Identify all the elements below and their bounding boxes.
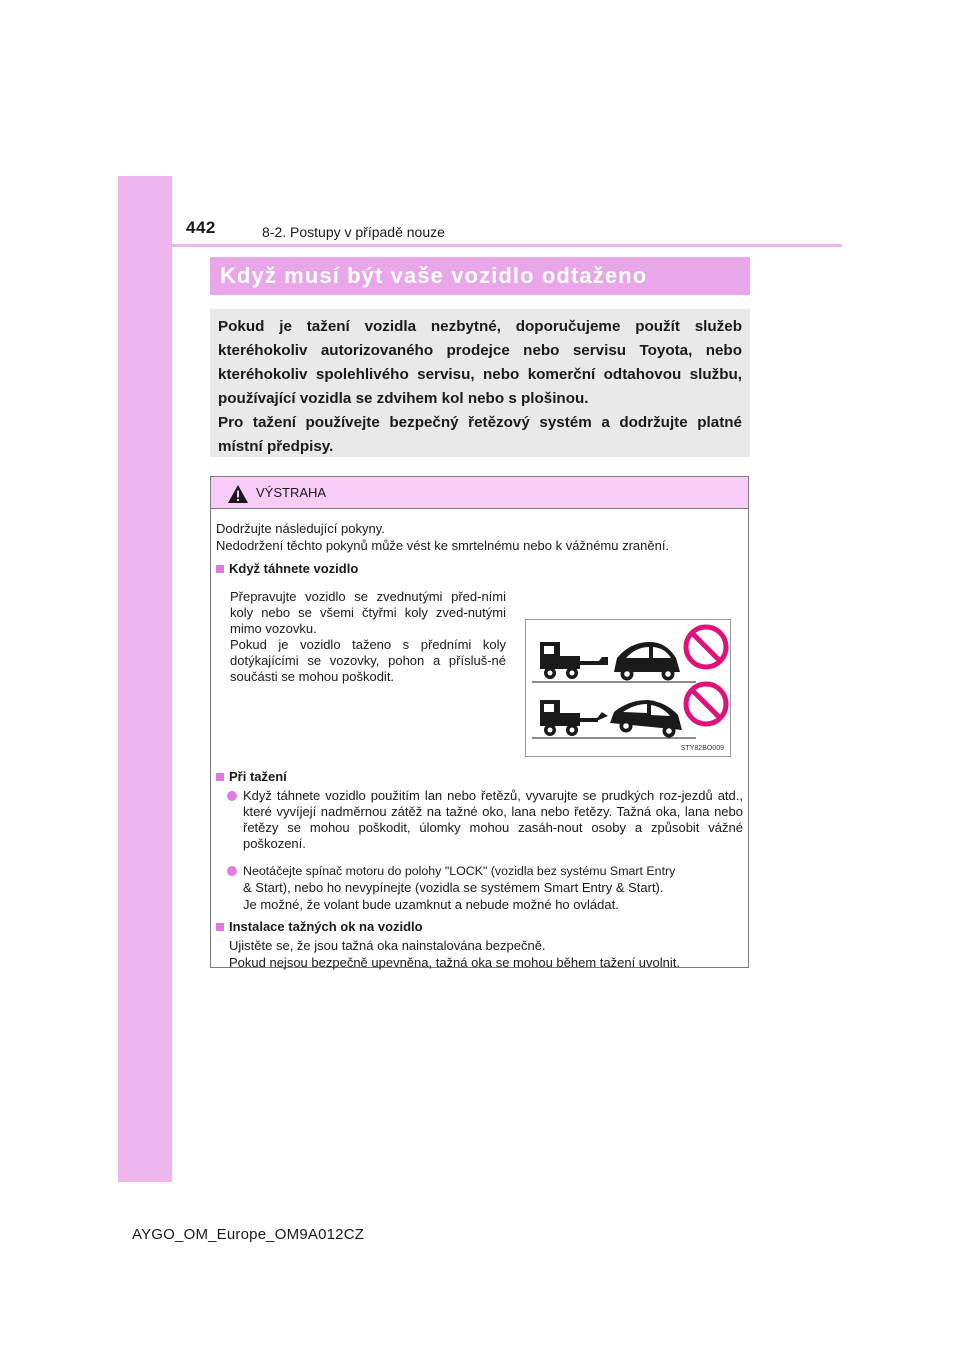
round-bullet-icon — [227, 791, 237, 801]
tow-truck-diagram — [526, 620, 730, 756]
intro-paragraph-1: Pokud je tažení vozidla nezbytné, doporučujeme použít služeb kteréhokoliv autorizovaného prodejce nebo servisu Toyota, nebo kteréhokoliv spolehlivého servisu, nebo komerční odtahovou službu, používající vozidla se zdvihem kol nebo s plošinou. — [218, 318, 742, 407]
towing-eyelet-line-2: Pokud nejsou bezpečně upevněna, tažná oka se mohou během tažení uvolnit. — [229, 955, 680, 970]
square-bullet-icon — [216, 773, 224, 781]
square-bullet-icon — [216, 565, 224, 573]
round-bullet-icon — [227, 866, 237, 876]
section-heading-towing: Když táhnete vozidlo — [229, 561, 359, 576]
towing-text-2: Pokud je vozidlo taženo s předními koly dotýkajícími se vozovky, pohon a přísluš-né součásti se mohou poškodit. — [230, 637, 506, 684]
section-heading-while-towing: Při tažení — [229, 769, 287, 784]
intro-paragraph-2: Pro tažení používejte bezpečný řetězový systém a dodržujte platné místní předpisy. — [218, 414, 742, 455]
towing-illustration — [525, 619, 731, 757]
towing-eyelet-line-1: Ujistěte se, že jsou tažná oka nainstalována bezpečně. — [229, 938, 546, 953]
page-title: Když musí být vaše vozidlo odtaženo — [220, 263, 648, 288]
intro-box — [210, 309, 750, 457]
chapter-sidebar — [118, 176, 172, 1182]
section-header: 8-2. Postupy v případě nouze — [262, 224, 445, 240]
while-towing-bullet-1: Když táhnete vozidlo použitím lan nebo řetězů, vyvarujte se prudkých roz-jezdů atd., které vyvíjejí nadměrnou zátěž na tažné oko, lana nebo řetězy. Tažná oka, lana nebo řetězy se mohou poškodit, úlomky mohou zasáh-nout osoby a způsobit vážné poškození. — [243, 788, 743, 851]
towing-text-1: Přepravujte vozidlo se zvednutými před-ními koly nebo se všemi čtyřmi koly zved-nutými mimo vozovku. — [230, 589, 506, 636]
warning-intro-line-2: Nedodržení těchto pokynů může vést ke smrtelnému nebo k vážnému zranění. — [216, 538, 670, 553]
square-bullet-icon — [216, 923, 224, 931]
while-towing-bullet-2-line-1: Neotáčejte spínač motoru do polohy "LOCK" (vozidla bez systému Smart Entry — [243, 864, 676, 878]
warning-triangle-icon — [227, 484, 249, 504]
warning-box — [210, 476, 749, 968]
header-rule — [172, 244, 842, 247]
warning-label: VÝSTRAHA — [256, 485, 327, 500]
while-towing-bullet-2-line-2: & Start), nebo ho nevypínejte (vozidla se systémem Smart Entry & Start). — [243, 880, 664, 895]
figure-code: STY82BO009 — [680, 745, 724, 752]
warning-header — [211, 477, 748, 509]
while-towing-bullet-2-line-3: Je možné, že volant bude uzamknut a nebude možné ho ovládat. — [243, 897, 619, 912]
warning-intro-line-1: Dodržujte následující pokyny. — [216, 521, 385, 536]
section-heading-towing-eyelet: Instalace tažných ok na vozidlo — [229, 919, 423, 934]
page-number: 442 — [186, 218, 216, 237]
document-footer: AYGO_OM_Europe_OM9A012CZ — [132, 1226, 365, 1243]
title-bar — [210, 257, 750, 295]
